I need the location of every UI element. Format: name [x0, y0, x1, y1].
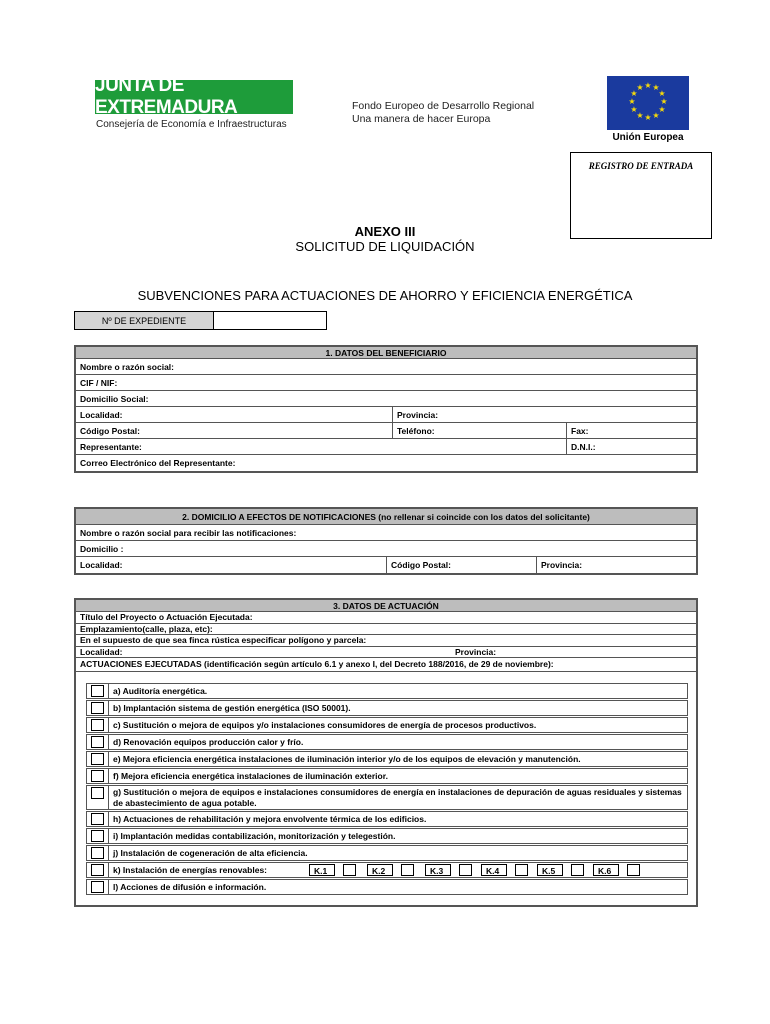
k4-label: K.4 — [481, 864, 507, 876]
checkbox-j[interactable] — [91, 847, 104, 859]
actuacion-g: g) Sustitución o mejora de equipos e instalaciones consumidores de energía en instalaciones de depuración de aguas residuales y sistemas de abastecimiento de agua potable. — [86, 785, 688, 810]
actuacion-f: f) Mejora eficiencia energética instalaciones de iluminación exterior. — [86, 768, 688, 784]
dni-field[interactable]: D.N.I.: — [566, 439, 596, 454]
actuacion-h: h) Actuaciones de rehabilitación y mejora envolvente térmica de los edificios. — [86, 811, 688, 827]
nombre-field[interactable]: Nombre o razón social: — [76, 359, 696, 375]
checkbox-k1[interactable] — [343, 864, 356, 876]
eu-flag-icon — [607, 76, 689, 130]
svg-text:★: ★ — [636, 83, 644, 92]
actuacion-e: e) Mejora eficiencia energética instalaciones de iluminación interior y/o de los equipos de elevación y manutención. — [86, 751, 688, 767]
notif-codigo-postal-field[interactable]: Código Postal: — [386, 557, 451, 573]
act-localidad-field[interactable]: Localidad: — [80, 646, 123, 657]
anexo-title: ANEXO III — [354, 224, 416, 239]
section1-title: 1. DATOS DEL BENEFICIARIO — [76, 347, 696, 359]
section-actuacion — [74, 598, 698, 907]
expediente-field[interactable] — [213, 311, 327, 330]
checkbox-k6[interactable] — [627, 864, 640, 876]
checkbox-l[interactable] — [91, 881, 104, 893]
feder-line2: Una manera de hacer Europa — [352, 113, 491, 125]
svg-text:★: ★ — [630, 105, 638, 114]
svg-text:★: ★ — [652, 111, 660, 120]
solicitud-title: SOLICITUD DE LIQUIDACIÓN — [295, 239, 475, 254]
svg-text:★: ★ — [660, 97, 668, 106]
junta-logo: JUNTA DE EXTREMADURA — [95, 80, 293, 114]
domicilio-field[interactable]: Domicilio Social: — [76, 391, 696, 407]
actuacion-k: k) Instalación de energías renovables: K.1 K.2 K.3 K.4 K.5 K.6 — [86, 862, 688, 878]
svg-text:★: ★ — [630, 89, 638, 98]
checkbox-f[interactable] — [91, 770, 104, 782]
notif-localidad-field[interactable]: Localidad: — [80, 560, 123, 570]
registro-label: REGISTRO DE ENTRADA — [588, 161, 694, 171]
actuacion-b: b) Implantación sistema de gestión energética (ISO 50001). — [86, 700, 688, 716]
fax-field[interactable]: Fax: — [566, 423, 588, 438]
section-notificaciones — [74, 507, 698, 575]
actuacion-c: c) Sustitución o mejora de equipos y/o instalaciones consumidores de energía de procesos productivos. — [86, 717, 688, 733]
act-localidad-row — [76, 647, 696, 659]
checkbox-d[interactable] — [91, 736, 104, 748]
actuaciones-header: ACTUACIONES EJECUTADAS (identificación según artículo 6.1 y anexo I, del Decreto 188/2016, de 29 de noviembre): — [76, 658, 696, 672]
notif-domicilio-field[interactable]: Domicilio : — [76, 541, 696, 557]
finca-field[interactable]: En el supuesto de que sea finca rústica especificar polígono y parcela: — [76, 635, 696, 647]
svg-text:★: ★ — [636, 111, 644, 120]
eu-label: Unión Europea — [612, 132, 684, 143]
consejeria-text: Consejería de Economía e Infraestructuras — [96, 119, 287, 130]
representante-row — [76, 439, 696, 455]
svg-text:★: ★ — [658, 105, 666, 114]
actuacion-d: d) Renovación equipos producción calor y frío. — [86, 734, 688, 750]
k5-label: K.5 — [537, 864, 563, 876]
svg-text:★: ★ — [628, 97, 636, 106]
emplazamiento-field[interactable]: Emplazamiento(calle, plaza, etc): — [76, 624, 696, 636]
actuacion-j: j) Instalación de cogeneración de alta eficiencia. — [86, 845, 688, 861]
checkbox-b[interactable] — [91, 702, 104, 714]
checkbox-k4[interactable] — [515, 864, 528, 876]
expediente-label: Nº DE EXPEDIENTE — [74, 311, 214, 330]
actuacion-a: a) Auditoría energética. — [86, 683, 688, 699]
k3-label: K.3 — [425, 864, 451, 876]
checkbox-c[interactable] — [91, 719, 104, 731]
telefono-field[interactable]: Teléfono: — [392, 423, 435, 438]
checkbox-k5[interactable] — [571, 864, 584, 876]
checkbox-g[interactable] — [91, 787, 104, 799]
k1-label: K.1 — [309, 864, 335, 876]
svg-text:★: ★ — [658, 89, 666, 98]
correo-field[interactable]: Correo Electrónico del Representante: — [80, 458, 236, 468]
representante-field[interactable]: Representante: — [80, 442, 142, 452]
checkbox-k[interactable] — [91, 864, 104, 876]
actuacion-i: i) Implantación medidas contabilización, monitorización y telegestión. — [86, 828, 688, 844]
titulo-proyecto-field[interactable]: Título del Proyecto o Actuación Ejecutada: — [76, 612, 696, 624]
act-provincia-field[interactable]: Provincia: — [455, 646, 497, 657]
checkbox-h[interactable] — [91, 813, 104, 825]
k6-label: K.6 — [593, 864, 619, 876]
subvenciones-title: SUBVENCIONES PARA ACTUACIONES DE AHORRO Y EFICIENCIA ENERGÉTICA — [137, 288, 633, 303]
checkbox-i[interactable] — [91, 830, 104, 842]
codigo-postal-row — [76, 423, 696, 439]
section3-title: 3. DATOS DE ACTUACIÓN — [76, 600, 696, 612]
localidad-row — [76, 407, 696, 423]
svg-text:★: ★ — [644, 81, 652, 90]
notif-localidad-row — [76, 557, 696, 573]
actuacion-l: l) Acciones de difusión e información. — [86, 879, 688, 895]
section2-title: 2. DOMICILIO A EFECTOS DE NOTIFICACIONES (no rellenar si coincide con los datos del solicitante) — [76, 509, 696, 525]
section-beneficiario — [74, 345, 698, 473]
svg-text:★: ★ — [644, 113, 652, 122]
k2-label: K.2 — [367, 864, 393, 876]
notif-provincia-field[interactable]: Provincia: — [536, 557, 582, 573]
codigo-postal-field[interactable]: Código Postal: — [80, 426, 140, 436]
checkbox-k2[interactable] — [401, 864, 414, 876]
actuaciones-checklist — [76, 672, 696, 905]
cif-field[interactable]: CIF / NIF: — [76, 375, 696, 391]
notif-nombre-field[interactable]: Nombre o razón social para recibir las notificaciones: — [76, 525, 696, 541]
svg-text:★: ★ — [652, 83, 660, 92]
checkbox-e[interactable] — [91, 753, 104, 765]
provincia-field[interactable]: Provincia: — [392, 407, 438, 422]
checkbox-a[interactable] — [91, 685, 104, 697]
localidad-field[interactable]: Localidad: — [80, 410, 123, 420]
feder-line1: Fondo Europeo de Desarrollo Regional — [352, 100, 535, 112]
checkbox-k3[interactable] — [459, 864, 472, 876]
